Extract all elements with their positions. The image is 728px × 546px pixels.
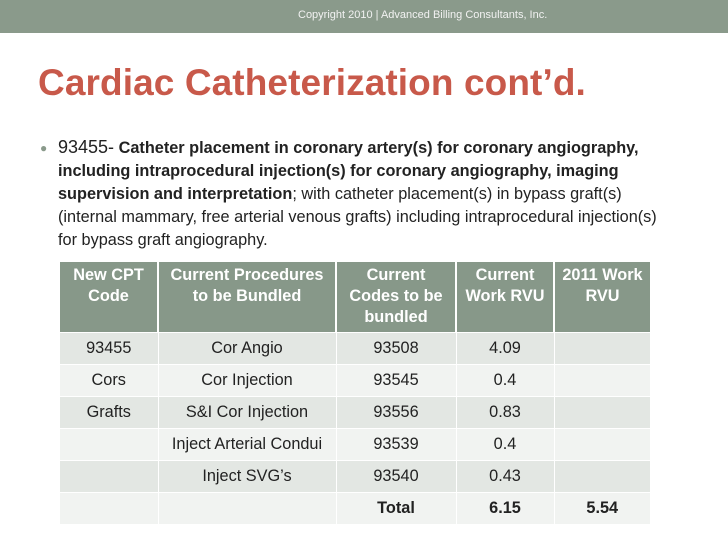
table-row <box>60 461 650 493</box>
table-cell <box>554 429 650 461</box>
table-cell: 4.09 <box>456 333 554 365</box>
column-header-new-cpt-code: New CPT Code <box>60 262 158 333</box>
total-current-work-rvu: 6.15 <box>456 493 554 525</box>
table-cell: 0.4 <box>456 429 554 461</box>
cpt-code-label: 93455- <box>58 137 115 157</box>
table-total-row <box>60 493 650 525</box>
table-header-row <box>60 262 650 333</box>
procedure-description <box>58 136 678 252</box>
rvu-table <box>60 262 650 524</box>
table-cell: Inject Arterial Condui <box>158 429 336 461</box>
table-cell: 93556 <box>336 397 456 429</box>
table-cell: 93540 <box>336 461 456 493</box>
table-cell: 0.4 <box>456 365 554 397</box>
header-bar <box>0 0 728 33</box>
slide-title: Cardiac Catheterization cont’d. <box>38 62 586 103</box>
table-cell <box>60 493 158 525</box>
column-header-current-procedures: Current Procedures to be Bundled <box>158 262 336 333</box>
table-cell: 93455 <box>60 333 158 365</box>
total-2011-work-rvu: 5.54 <box>554 493 650 525</box>
table-cell <box>554 333 650 365</box>
table-cell: Cor Injection <box>158 365 336 397</box>
column-header-current-codes: Current Codes to be bundled <box>336 262 456 333</box>
column-header-current-work-rvu: Current Work RVU <box>456 262 554 333</box>
table-cell: Cor Angio <box>158 333 336 365</box>
table-cell: Cors <box>60 365 158 397</box>
table-cell: S&I Cor Injection <box>158 397 336 429</box>
table-cell <box>554 365 650 397</box>
table-cell: 93545 <box>336 365 456 397</box>
table-cell: 93539 <box>336 429 456 461</box>
total-label: Total <box>336 493 456 525</box>
table-cell <box>158 493 336 525</box>
table-cell: 93508 <box>336 333 456 365</box>
table-cell <box>60 461 158 493</box>
table-cell: Grafts <box>60 397 158 429</box>
table-row <box>60 429 650 461</box>
copyright-notice: Copyright 2010 | Advanced Billing Consultants, Inc. <box>298 9 548 21</box>
table-row <box>60 333 650 365</box>
table-cell: Inject SVG’s <box>158 461 336 493</box>
column-header-2011-work-rvu: 2011 Work RVU <box>554 262 650 333</box>
table-cell <box>60 429 158 461</box>
procedure-description-bold: Catheter placement in coronary artery(s) for coronary angiography, including intraprocedural injection(s) for coronary angiography, imaging supervision and interpretation <box>58 139 639 203</box>
table-row <box>60 365 650 397</box>
procedure-description-rest: ; with catheter placement(s) in bypass graft(s) (internal mammary, free arterial venous grafts) including intraprocedural injection(s) for bypass graft angiography. <box>58 185 657 249</box>
bullet-icon: ● <box>40 141 48 155</box>
table-row <box>60 397 650 429</box>
table-cell <box>554 397 650 429</box>
table-cell <box>554 461 650 493</box>
table-cell: 0.83 <box>456 397 554 429</box>
table-cell: 0.43 <box>456 461 554 493</box>
